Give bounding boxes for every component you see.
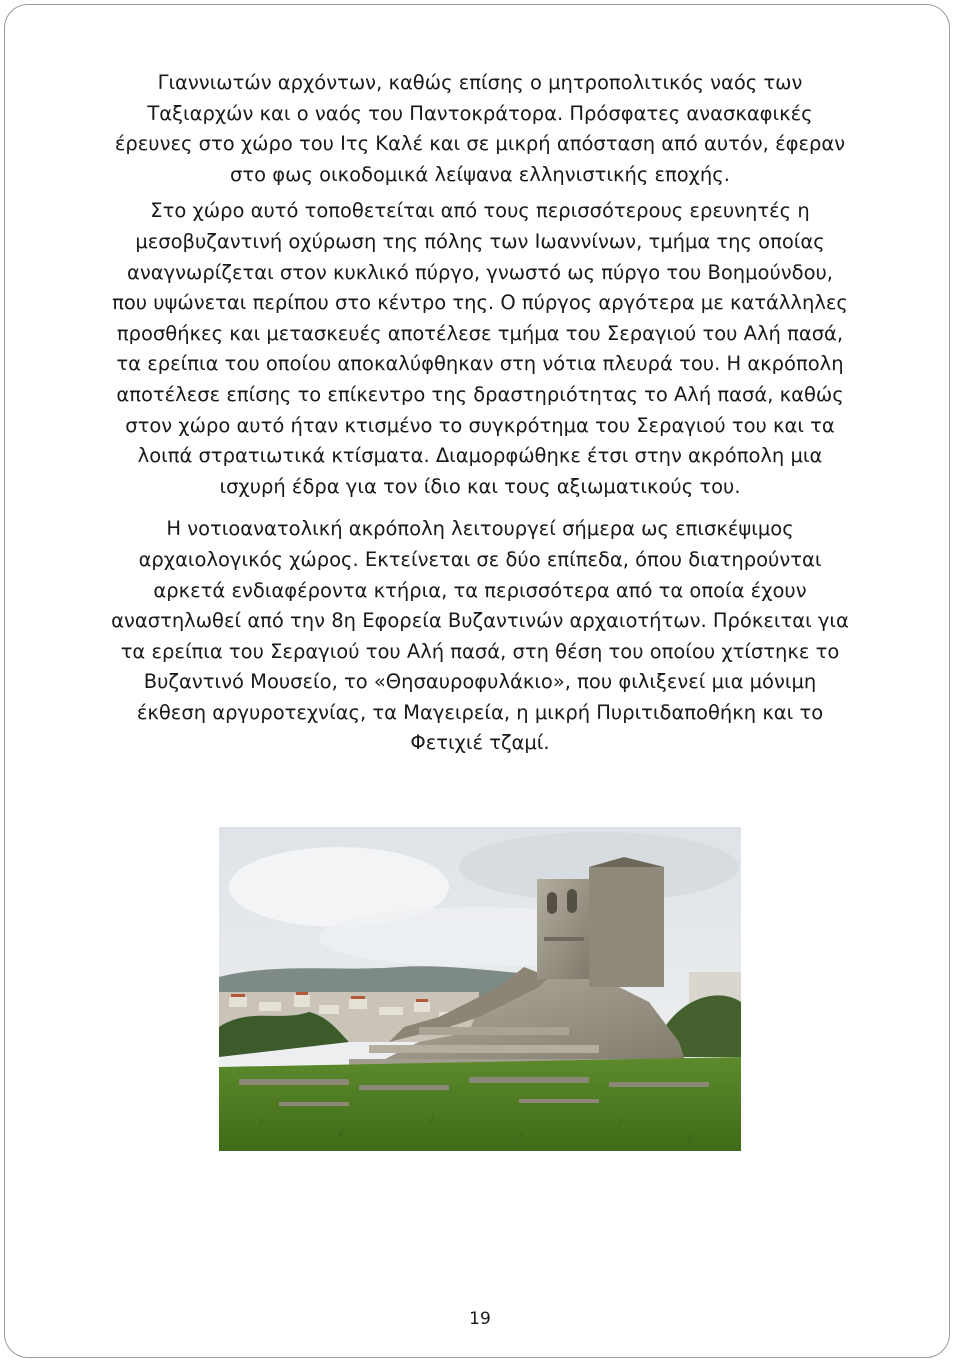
body-text bbox=[110, 68, 850, 759]
castle-ruins-photo bbox=[219, 827, 741, 1151]
paragraph-1: Γιαννιωτών αρχόντων, καθώς επίσης ο μητροπολιτικός ναός των Ταξιαρχών και ο ναός του Παντοκράτορα. Πρόσφατες ανασκαφικές έρευνες στο χώρο του Ιτς Καλέ και σε μικρή απόσταση από αυτόν, έφεραν στο φως οικοδομικά λείψανα ελληνιστικής εποχής. bbox=[114, 71, 846, 186]
paragraph-2: Στο χώρο αυτό τοποθετείται από τους περισσότερους ερευνητές η μεσοβυζαντινή οχύρωση της πόλης των Ιωαννίνων, τμήμα της οποίας αναγνωρίζεται στον κυκλικό πύργο, γνωστό ως πύργο του Βοημούνδου, που υψώνεται περίπου στο κέντρο της. Ο πύργος αργότερα με κατάλληλες προσθήκες και μετασκευές αποτέλεσε τμήμα του Σεραγιού του Αλή πασά, τα ερείπια του οποίου αποκαλύφθηκαν στη νότια πλευρά του. Η ακρόπολη αποτέλεσε επίσης το επίκεντρο της δραστηριότητας το Αλή πασά, καθώς στον χώρο αυτό ήταν κτισμένο το συγκρότημα του Σεραγιού του και τα λοιπά στρατιωτικά κτίσματα. Διαμορφώθηκε έτσι στην ακρόπολη μια ισχυρή έδρα για τον ίδιο και τους αξιωματικούς του. bbox=[112, 199, 848, 498]
page-number: 19 bbox=[469, 1309, 491, 1329]
paragraph-3: Η νοτιοανατολική ακρόπολη λειτουργεί σήμερα ως επισκέψιμος αρχαιολογικός χώρος. Εκτείνεται σε δύο επίπεδα, όπου διατηρούνται αρκετά ενδιαφέροντα κτήρια, τα περισσότερα από τα οποία έχουν αναστηλωθεί από την 8η Εφορεία Βυζαντινών αρχαιοτήτων. Πρόκειται για τα ερείπια του Σεραγιού του Αλή πασά, στη θέση του οποίου χτίστηκε το Βυζαντινό Μουσείο, το «Θησαυροφυλάκιο», που φιλιξενεί μια μόνιμη έκθεση αργυροτεχνίας, τα Μαγειρεία, η μικρή Πυριτιδαποθήκη και το Φετιχιέ τζαμί. bbox=[111, 517, 849, 755]
